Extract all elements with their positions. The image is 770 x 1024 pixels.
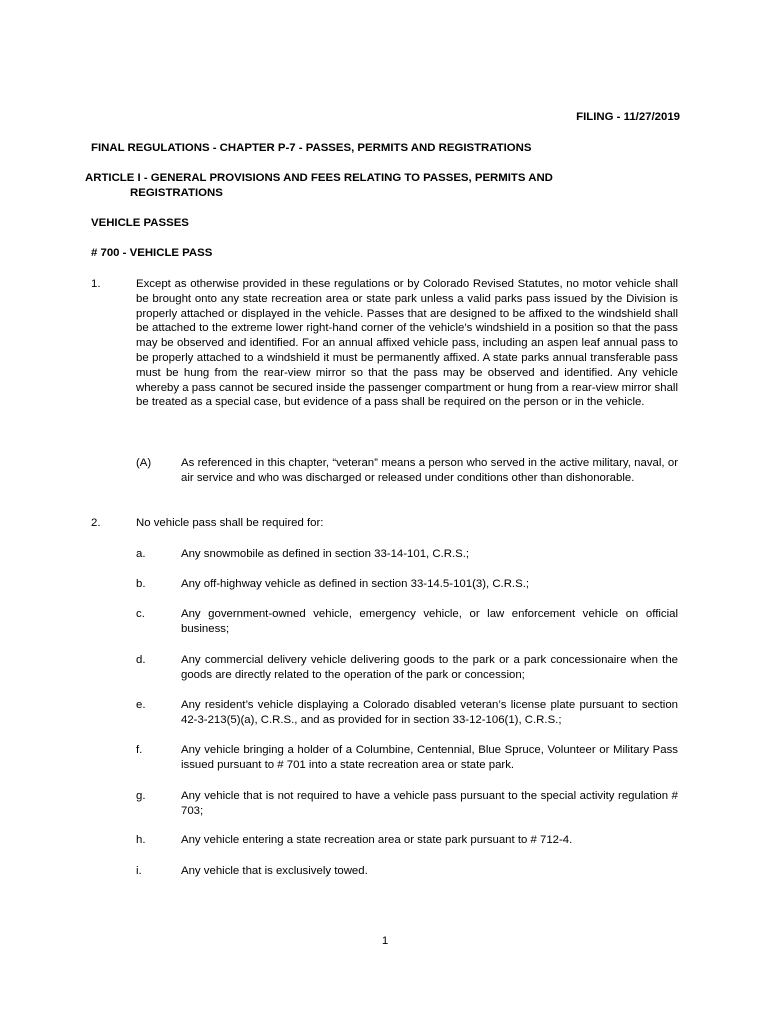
list-item-text: Any commercial delivery vehicle delivering goods to the park or a park concessionaire when the goods are directly related to the operation of the park or concession; [181, 654, 678, 681]
article-title-line1: ARTICLE I - GENERAL PROVISIONS AND FEES RELATING TO PASSES, PERMITS AND [85, 172, 553, 184]
list-item-text: Any vehicle that is not required to have a vehicle pass pursuant to the special activity regulation # 703; [181, 790, 678, 817]
page-number: 1 [381, 935, 389, 947]
filing-date: FILING - 11/27/2019 [576, 111, 680, 123]
list-item-label: i. [136, 865, 142, 877]
list-item-text: Any government-owned vehicle, emergency vehicle, or law enforcement vehicle on official business; [181, 608, 678, 635]
chapter-title: FINAL REGULATIONS - CHAPTER P-7 - PASSES, PERMITS AND REGISTRATIONS [91, 142, 532, 154]
section-heading: VEHICLE PASSES [91, 217, 189, 229]
list-item-text: Any vehicle entering a state recreation area or state park pursuant to # 712-4. [181, 834, 573, 846]
list-item-label: f. [136, 744, 143, 756]
list-item-label: c. [136, 608, 145, 620]
paragraph-1-text: Except as otherwise provided in these regulations or by Colorado Revised Statutes, no motor vehicle shall be brought onto any state recreation area or state park unless a valid parks pass issued by the Division is properly attached or displayed in the vehicle. Passes that are designed to be affixed to the windshield shall be attached to the extreme lower right-hand corner of the vehicle’s windshield in a position so that the pass may be observed and identified. For an annual affixed vehicle pass, including an aspen leaf annual pass to be properly attached to a windshield it must be permanently affixed. A state parks annual transferable pass must be hung from the rear-view mirror so that the pass may be observed and identified. Any vehicle whereby a pass cannot be secured inside the passenger compartment or hung from a rear-view mirror shall be treated as a special case, but evidence of a pass shall be required on the person or in the vehicle. [136, 278, 678, 409]
list-item-text: Any vehicle bringing a holder of a Columbine, Centennial, Blue Spruce, Volunteer or Military Pass issued pursuant to # 701 into a state recreation area or state park. [181, 744, 678, 771]
article-title-line2: REGISTRATIONS [130, 187, 223, 199]
list-item-text: Any vehicle that is exclusively towed. [181, 865, 368, 877]
paragraph-number-1: 1. [91, 278, 101, 290]
paragraph-2-intro: No vehicle pass shall be required for: [136, 517, 324, 529]
list-item-text: Any snowmobile as defined in section 33-14-101, C.R.S.; [181, 548, 470, 560]
list-item-label: h. [136, 834, 146, 846]
section-number: # 700 - VEHICLE PASS [91, 247, 213, 259]
list-item-text: Any resident’s vehicle displaying a Colorado disabled veteran’s license plate pursuant to section 42-3-213(5)(a), C.R.S., and as provided for in section 33-12-106(1), C.R.S.; [181, 699, 678, 726]
paragraph-number-2: 2. [91, 517, 101, 529]
list-item-label: g. [136, 790, 146, 802]
list-item-label: e. [136, 699, 146, 711]
list-item-label: d. [136, 654, 146, 666]
subparagraph-label-A: (A) [136, 457, 152, 469]
list-item-label: a. [136, 548, 146, 560]
subparagraph-A-text: As referenced in this chapter, “veteran” means a person who served in the active military, naval, or air service and who was discharged or released under conditions other than dishonorable. [181, 457, 678, 484]
list-item-text: Any off-highway vehicle as defined in section 33-14.5-101(3), C.R.S.; [181, 578, 530, 590]
list-item-label: b. [136, 578, 146, 590]
